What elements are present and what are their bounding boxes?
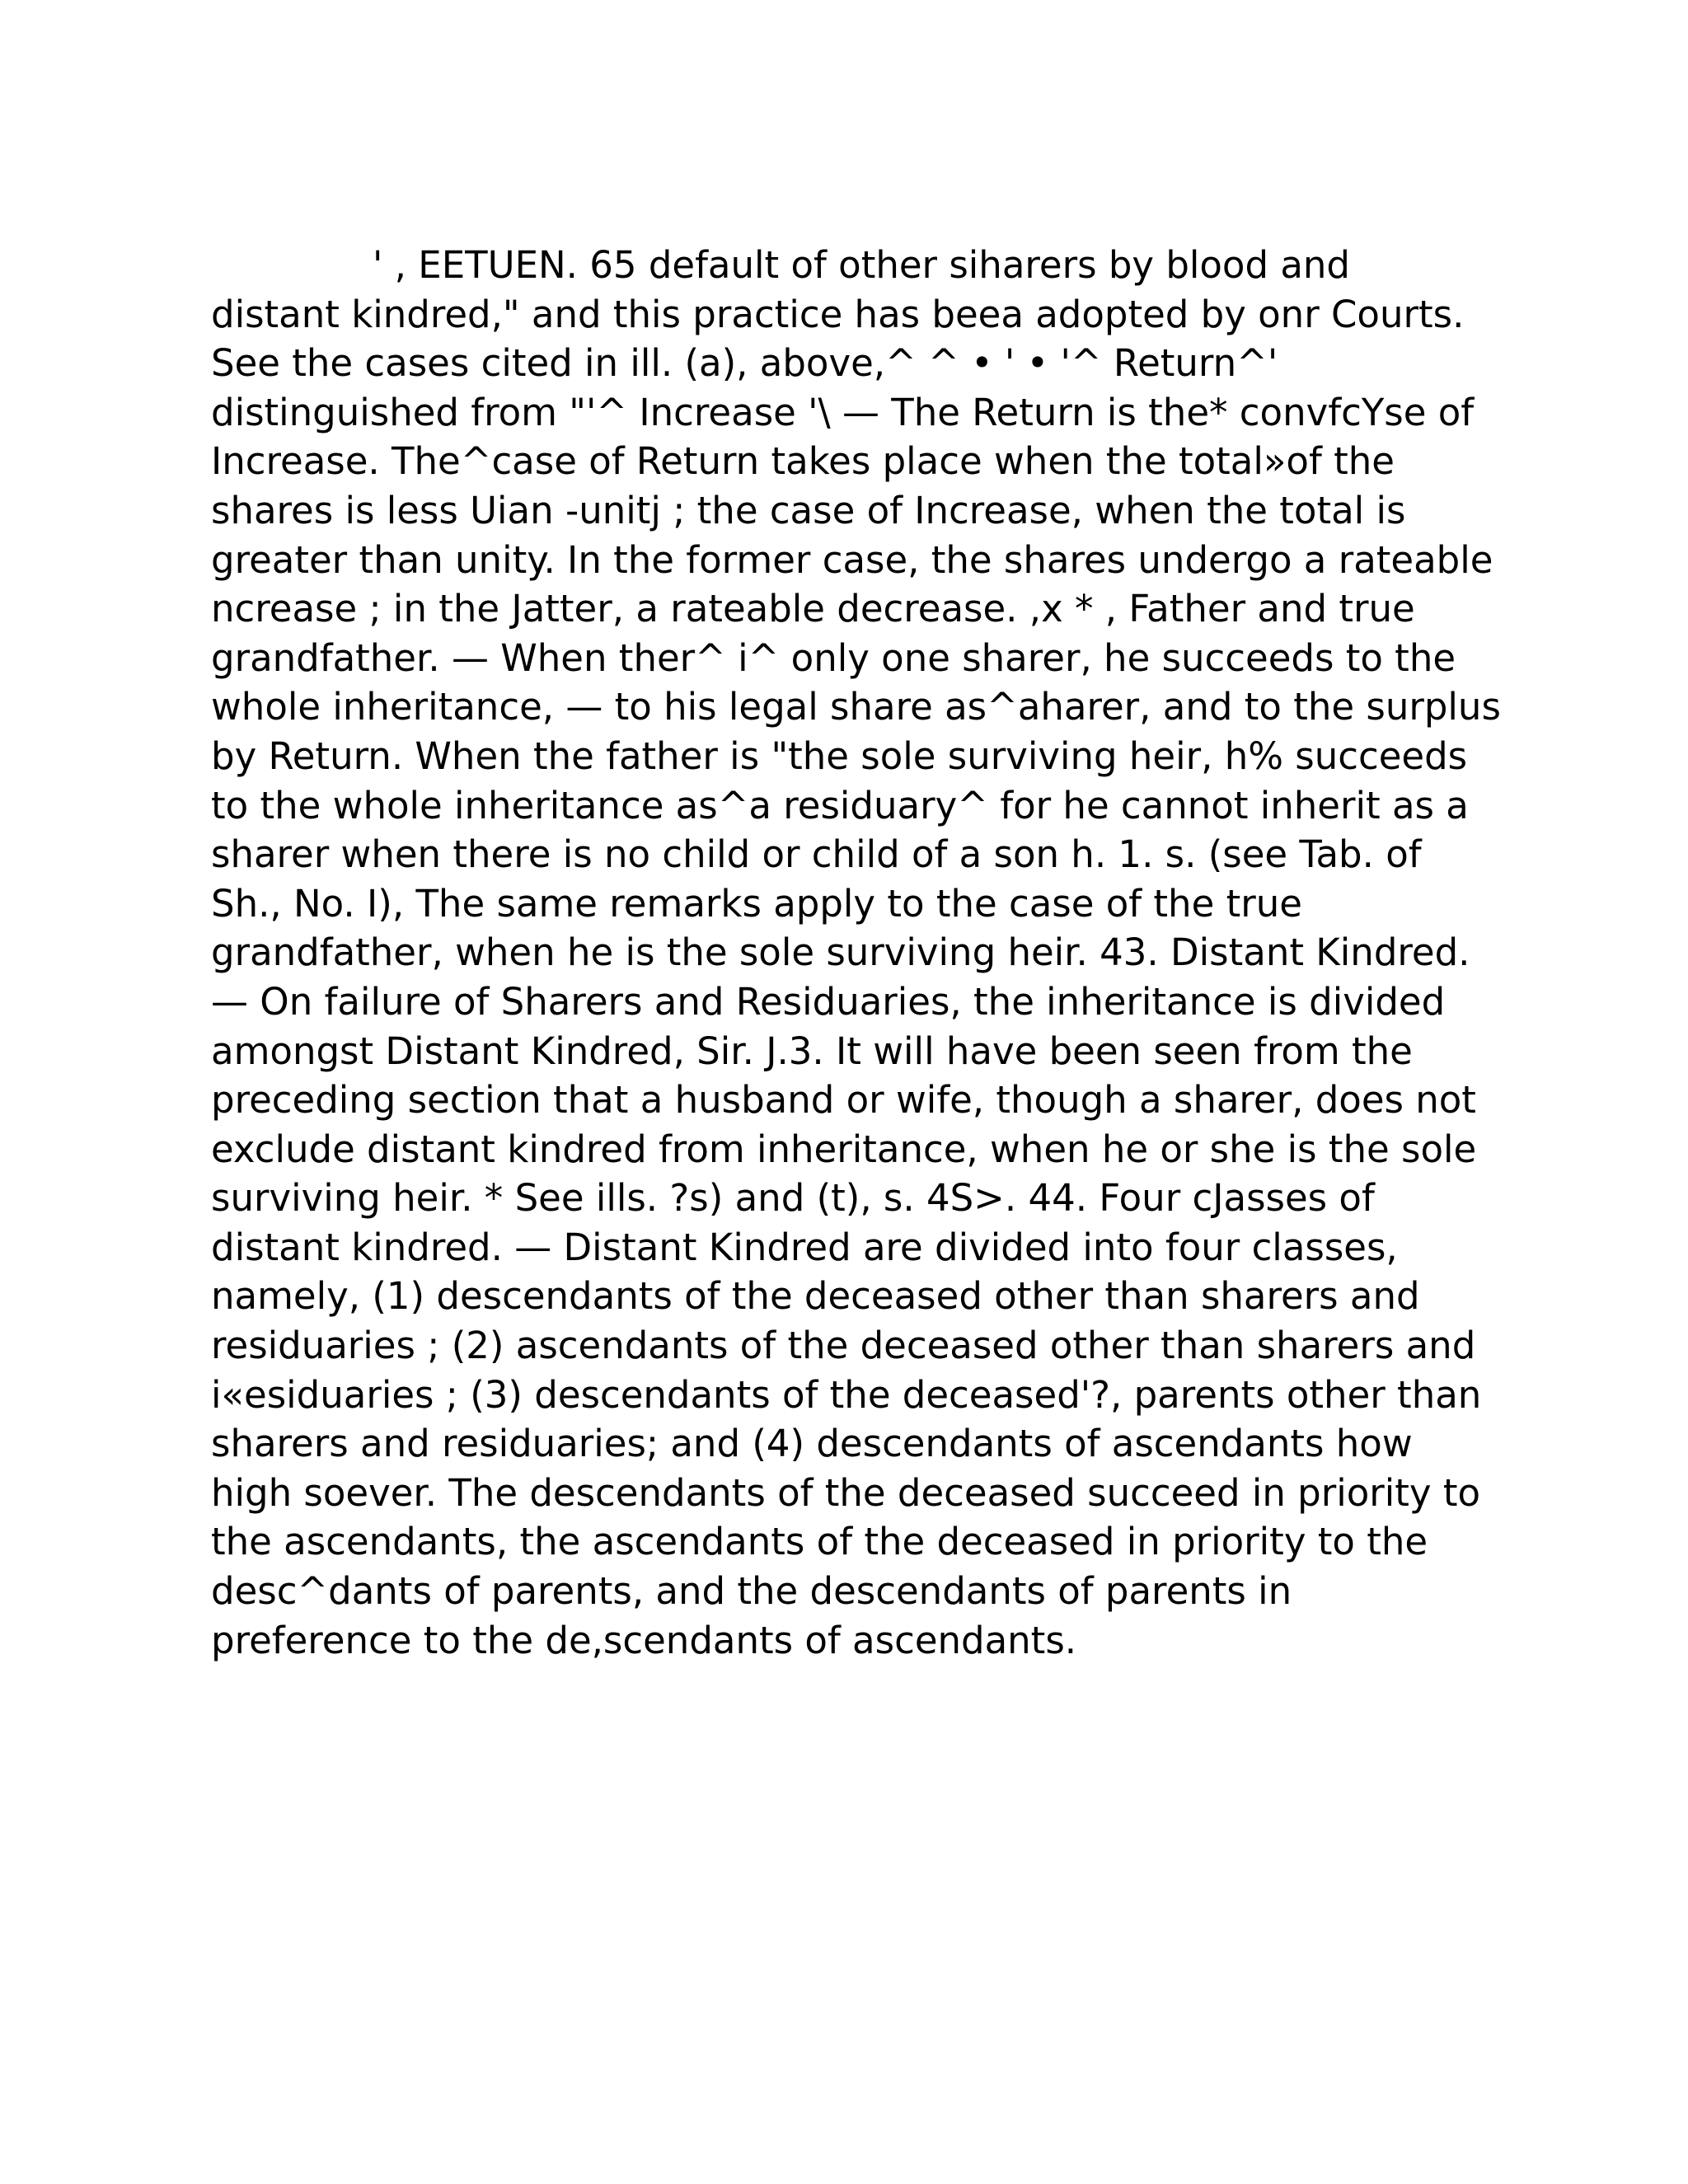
- text-line: whole inheritance, — to his legal share as^aharer, and to the surplus: [211, 685, 1501, 729]
- body-text: [211, 241, 1501, 1665]
- text-line: i«esiduaries ; (3) descendants of the deceased'?, parents other than: [211, 1372, 1482, 1417]
- text-line: See the cases cited in ill. (a), above,^ ^ • ' • '^ Return^': [211, 341, 1278, 386]
- text-line: grandfather, when he is the sole surviving heir. 43. Distant Kindred.: [211, 930, 1470, 975]
- text-line: surviving heir. * See ills. ?s) and (t), s. 4S>. 44. Four cJasses of: [211, 1176, 1375, 1221]
- text-line: greater than unity. In the former case, the shares undergo a rateable: [211, 537, 1493, 582]
- text-line: — On failure of Sharers and Residuaries, the inheritance is divided: [211, 979, 1446, 1024]
- text-line: desc^dants of parents, and the descendants of parents in: [211, 1569, 1292, 1614]
- text-line: ' , EETUEN. 65 default of other siharers by blood and: [373, 243, 1350, 287]
- text-line: sharer when there is no child or child of a son h. 1. s. (see Tab. of: [211, 832, 1422, 877]
- text-line: namely, (1) descendants of the deceased other than sharers and: [211, 1274, 1420, 1319]
- text-line: the ascendants, the ascendants of the deceased in priority to the: [211, 1520, 1428, 1564]
- text-line: grandfather. — When ther^ i^ only one sharer, he succeeds to the: [211, 635, 1456, 680]
- text-line: amongst Distant Kindred, Sir. J.3. It will have been seen from the: [211, 1029, 1413, 1073]
- text-line: shares is less Uian -unitj ; the case of Increase, when the total is: [211, 488, 1406, 532]
- text-line: distant kindred," and this practice has beea adopted by onr Courts.: [211, 292, 1465, 336]
- text-line: by Return. When the father is "the sole surviving heir, h% succeeds: [211, 733, 1468, 778]
- text-line: to the whole inheritance as^a residuary^ for he cannot inherit as a: [211, 783, 1469, 827]
- text-line: high soever. The descendants of the deceased succeed in priority to: [211, 1470, 1481, 1515]
- text-line: Sh., No. I), The same remarks apply to the case of the true: [211, 881, 1302, 926]
- text-line: preference to the de,scendants of ascendants.: [211, 1618, 1077, 1662]
- text-line: Increase. The^case of Return takes place when the total»of the: [211, 439, 1395, 484]
- text-line: preceding section that a husband or wife, though a sharer, does not: [211, 1078, 1476, 1122]
- text-line: distinguished from "'^ Increase '\ — The Return is the* convfcYse of: [211, 390, 1475, 434]
- text-line: ncrease ; in the Jatter, a rateable decrease. ,x * , Father and true: [211, 587, 1415, 631]
- text-line: residuaries ; (2) ascendants of the deceased other than sharers and: [211, 1324, 1476, 1368]
- text-line: exclude distant kindred from inheritance, when he or she is the sole: [211, 1127, 1477, 1171]
- text-line: distant kindred. — Distant Kindred are divided into four classes,: [211, 1225, 1398, 1269]
- text-line: sharers and residuaries; and (4) descendants of ascendants how: [211, 1422, 1413, 1466]
